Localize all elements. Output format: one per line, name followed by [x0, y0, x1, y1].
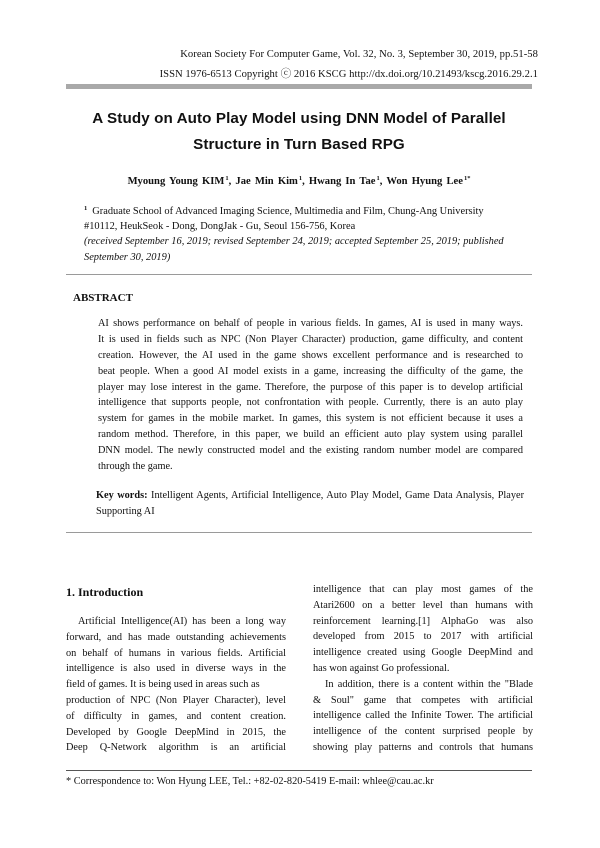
- body-line: intelligence that can play most games of the: [313, 584, 533, 595]
- abstract-line: DNN model. The newly constructed model and the existing random number model are compared: [98, 445, 523, 457]
- body-line: & Soul" game that competes with artificial: [313, 694, 533, 706]
- body-line: reinforcement learning.[1] AlphaGo was also: [313, 615, 533, 627]
- author-list: Myoung Young KIM$^1$, Jae Min Kim$^1$, Hwang In Tae$^1$, Won Hyung Lee$^{1*}$: [127, 175, 471, 187]
- keywords-text: Intelligent Agents, Artificial Intelligence, Auto Play Model, Game Data Analysis, Player: [151, 490, 524, 501]
- body-line: Atari2600 on a better level than humans with: [313, 599, 533, 611]
- body-line: has won against Go professional.: [313, 662, 450, 674]
- affiliation-text: Graduate School of Advanced Imaging Science, Multimedia and Film, Chung-Ang University: [92, 206, 484, 217]
- journal-citation: Korean Society For Computer Game, Vol. 32, No. 3, September 30, 2019, pp.51-58: [180, 49, 538, 60]
- paper-title-line1: A Study on Auto Play Model using DNN Model of Parallel: [92, 110, 506, 127]
- abstract-line: It is used in fields such as NPC (Non Player Character) production, game difficulty, and content: [98, 333, 523, 345]
- body-line: intelligence of the content surprised people by: [313, 726, 533, 738]
- body-line: on behalf of humans in various fields. Artificial: [66, 647, 286, 659]
- keywords: [96, 488, 524, 520]
- author-name: Hwang In Tae: [308, 176, 376, 187]
- abstract-body: [98, 316, 523, 475]
- keywords-label: Key words:: [96, 490, 148, 501]
- abstract-line: player may lose interest in the game. Therefore, the purpose of this paper is to develop artificial: [98, 381, 523, 393]
- author-mark: 1: [298, 175, 303, 182]
- author-mark: 1*: [463, 175, 471, 182]
- body-line: Developed by Google DeepMind in 2015, the: [66, 726, 286, 738]
- paper-title-line2: Structure in Turn Based RPG: [193, 136, 405, 153]
- body-line: Deep Q-Network algorithm is an artificial: [66, 742, 286, 754]
- body-line: production of NPC (Non Player Character), level: [66, 694, 286, 706]
- received-dates-line1: (received September 16, 2019; revised September 24, 2019; accepted September 25, 2019; published: [84, 236, 504, 247]
- abstract-line: system for games in the mobile market. In games, this system is not efficient because it uses a: [98, 413, 523, 425]
- affiliation-line1: [84, 205, 484, 217]
- journal-issn-doi: ISSN 1976-6513 Copyright ⓒ 2016 KSCG http://dx.doi.org/10.21493/kscg.2016.29.2.1: [159, 69, 538, 80]
- body-line: In addition, there is a content within the "Blade: [325, 678, 533, 690]
- author-name: Won Hyung Lee: [386, 176, 463, 187]
- author-mark: 1: [376, 175, 380, 182]
- left-column: [66, 614, 286, 756]
- keywords-line1: [96, 488, 524, 504]
- divider: [66, 274, 532, 275]
- abstract-line: through the game.: [98, 461, 173, 473]
- abstract-line: intelligence that supports people, not confrontation with people. Currently, there is an auto play: [98, 397, 523, 409]
- body-line: Artificial Intelligence(AI) has been a long way: [78, 616, 286, 627]
- abstract-line: beat people. When a good AI model exists in a game, increasing the difficulty of the game, the: [98, 365, 523, 377]
- footnote-rule: [66, 770, 532, 771]
- keywords-line2: Supporting AI: [96, 506, 155, 517]
- abstract-line: creation. However, the AI used in the game shows excellent performance and is researched to: [98, 349, 523, 361]
- body-line: intelligence created using Google DeepMind and: [313, 647, 533, 659]
- body-line: of difficulty in games, and content creation.: [66, 710, 286, 722]
- affiliation-line2: #10112, HeukSeok - Dong, DongJak - Gu, Seoul 156-756, Korea: [84, 221, 356, 232]
- right-column: [313, 582, 533, 756]
- affiliation-mark: 1: [84, 205, 88, 212]
- body-line: intelligence called the Infinite Tower. The artificial: [313, 710, 533, 722]
- abstract-line: random method. Therefore, in this paper, we build an efficient auto play system using parallel: [98, 429, 523, 441]
- body-line: forward, and has made outstanding achievements: [66, 631, 286, 643]
- abstract-heading: ABSTRACT: [73, 292, 133, 304]
- author-name: Myoung Young KIM: [127, 176, 225, 187]
- correspondence-footnote: * Correspondence to: Won Hyung LEE, Tel.: +82-02-820-5419 E-mail: whlee@cau.ac.kr: [66, 776, 434, 787]
- divider: [66, 532, 532, 533]
- body-line: showing play patterns and controls that humans: [313, 741, 533, 753]
- abstract-line: AI shows performance on behalf of people in various fields. In games, AI is used in many ways.: [98, 318, 523, 329]
- body-line: developed from 2015 to 2017 with artificial: [313, 631, 533, 643]
- author-mark: 1: [225, 175, 229, 182]
- body-line: field of games. It is being used in areas such as: [66, 679, 260, 691]
- body-line: intelligence is also used in diverse ways in the: [66, 663, 286, 675]
- received-dates-line2: September 30, 2019): [84, 252, 171, 263]
- author-name: Jae Min Kim: [235, 176, 298, 187]
- section-heading: 1. Introduction: [66, 585, 144, 599]
- header-rule: [66, 84, 532, 89]
